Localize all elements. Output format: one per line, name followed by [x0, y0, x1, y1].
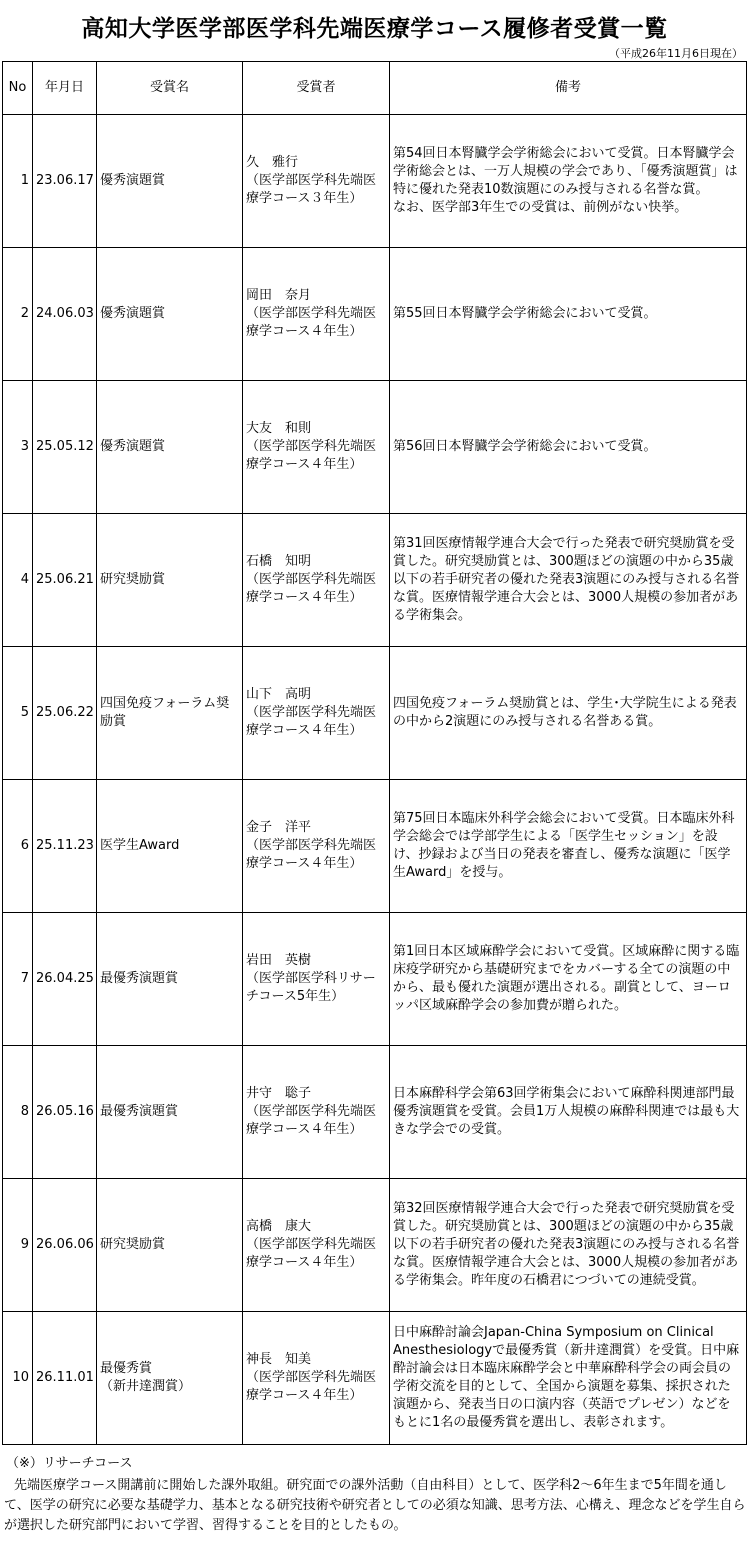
- footnote-body: 先端医療学コース開講前に開始した課外取組。研究面での課外活動（自由科目）として、医学科2～6年生まで5年間を通して、医学の研究に必要な基礎学力、基本となる研究技術や研究者としての必須な知識、思考方法、心構え、理念などを学生自らが選択した研究部門において学習、習得することを目的としたもの。: [4, 1478, 746, 1533]
- award-name: 研究奨励賞: [97, 1179, 243, 1312]
- page-title: 高知大学医学部医学科先端医療学コース履修者受賞一覧: [81, 16, 668, 42]
- award-remarks: 日中麻酔討論会Japan-China Symposium on Clinical Anesthesiologyで最優秀賞（新井達潤賞）を受賞。日中麻酔討論会は日本臨床麻酔学会と中華麻酔科学会の両会員の学術交流を目的として、全国から演題を募集、採択された演題から、発表当日の口演内容（英語でプレゼン）などをもとに1名の最優秀賞を選出し、表彰されます。: [390, 1312, 747, 1445]
- award-date: 23.06.17: [33, 115, 97, 248]
- award-recipient: 岡田 奈月 （医学部医学科先端医療学コース４年生）: [243, 248, 390, 381]
- award-recipient: 金子 洋平 （医学部医学科先端医療学コース４年生）: [243, 780, 390, 913]
- award-date: 25.11.23: [33, 780, 97, 913]
- table-header: [3, 62, 747, 115]
- header-recipient: 受賞者: [243, 62, 390, 115]
- award-date: 26.06.06: [33, 1179, 97, 1312]
- award-date: 26.05.16: [33, 1046, 97, 1179]
- award-date: 25.06.21: [33, 514, 97, 647]
- row-number: 7: [3, 913, 33, 1046]
- award-remarks: 日本麻酔科学会第63回学術集会において麻酔科関連部門最優秀演題賞を受賞。会員1万人規模の麻酔科関連では最も大きな学会での受賞。: [390, 1046, 747, 1179]
- table-row: [3, 647, 747, 780]
- header-award: 受賞名: [97, 62, 243, 115]
- award-name: 優秀演題賞: [97, 115, 243, 248]
- award-remarks: 第31回医療情報学連合大会で行った発表で研究奨励賞を受賞した。研究奨励賞とは、300題ほどの演題の中から35歳以下の若手研究者の優れた発表3演題にのみ授与される名誉な賞。医療情報学連合大会とは、3000人規模の参加者がある学術集会。: [390, 514, 747, 647]
- award-name: 最優秀演題賞: [97, 1046, 243, 1179]
- award-name: 四国免疫フォーラム奨励賞: [97, 647, 243, 780]
- award-recipient: 神長 知美 （医学部医学科先端医療学コース４年生）: [243, 1312, 390, 1445]
- award-date: 25.05.12: [33, 381, 97, 514]
- award-date: 24.06.03: [33, 248, 97, 381]
- row-number: 6: [3, 780, 33, 913]
- header-no: No: [3, 62, 33, 115]
- award-remarks: 第55回日本腎臓学会学術総会において受賞。: [390, 248, 747, 381]
- header-row: [3, 62, 747, 115]
- award-recipient: 石橋 知明 （医学部医学科先端医療学コース４年生）: [243, 514, 390, 647]
- row-number: 10: [3, 1312, 33, 1445]
- table-row: [3, 248, 747, 381]
- award-remarks: 第56回日本腎臓学会学術総会において受賞。: [390, 381, 747, 514]
- award-name: 医学生Award: [97, 780, 243, 913]
- table-row: [3, 1179, 747, 1312]
- footnote-title: （※）リサーチコース: [6, 1456, 133, 1471]
- award-date: 25.06.22: [33, 647, 97, 780]
- award-recipient: 久 雅行 （医学部医学科先端医療学コース３年生）: [243, 115, 390, 248]
- award-recipient: 井守 聡子 （医学部医学科先端医療学コース４年生）: [243, 1046, 390, 1179]
- award-recipient: 山下 高明 （医学部医学科先端医療学コース４年生）: [243, 647, 390, 780]
- award-name: 最優秀演題賞: [97, 913, 243, 1046]
- table-row: [3, 1046, 747, 1179]
- table-row: [3, 514, 747, 647]
- row-number: 8: [3, 1046, 33, 1179]
- row-number: 5: [3, 647, 33, 780]
- table-row: [3, 1312, 747, 1445]
- award-remarks: 第54回日本腎臓学会学術総会において受賞。日本腎臓学会学術総会とは、一万人規模の学会であり、「優秀演題賞」は特に優れた発表10数演題にのみ授与される名誉な賞。 なお、医学部3年生での受賞は、前例がない快挙。: [390, 115, 747, 248]
- award-date: 26.04.25: [33, 913, 97, 1046]
- award-name: 優秀演題賞: [97, 381, 243, 514]
- row-number: 3: [3, 381, 33, 514]
- header-date: 年月日: [33, 62, 97, 115]
- row-number: 4: [3, 514, 33, 647]
- row-number: 1: [3, 115, 33, 248]
- award-remarks: 第75回日本臨床外科学会総会において受賞。日本臨床外科学会総会では学部学生による「医学生セッション」を設け、抄録および当日の発表を審査し、優秀な演題に「医学生Award」を授与。: [390, 780, 747, 913]
- award-recipient: 岩田 英樹 （医学部医学科リサーチコース5年生）: [243, 913, 390, 1046]
- award-name: 最優秀賞 （新井達潤賞）: [97, 1312, 243, 1445]
- table-body: [3, 115, 747, 1445]
- table-row: [3, 115, 747, 248]
- table-row: [3, 381, 747, 514]
- row-number: 2: [3, 248, 33, 381]
- awards-table: [2, 61, 747, 1445]
- table-row: [3, 780, 747, 913]
- award-date: 26.11.01: [33, 1312, 97, 1445]
- award-remarks: 第1回日本区域麻酔学会において受賞。区域麻酔に関する臨床疫学研究から基礎研究までをカバーする全ての演題の中から、最も優れた演題が選出される。副賞として、ヨーロッパ区域麻酔学会の参加費が贈られた。: [390, 913, 747, 1046]
- award-recipient: 高橋 康大 （医学部医学科先端医療学コース４年生）: [243, 1179, 390, 1312]
- award-name: 研究奨励賞: [97, 514, 243, 647]
- header-remarks: 備考: [390, 62, 747, 115]
- table-row: [3, 913, 747, 1046]
- award-recipient: 大友 和則 （医学部医学科先端医療学コース４年生）: [243, 381, 390, 514]
- award-remarks: 第32回医療情報学連合大会で行った発表で研究奨励賞を受賞した。研究奨励賞とは、300題ほどの演題の中から35歳以下の若手研究者の優れた発表3演題にのみ授与される名誉な賞。医療情報学連合大会とは、3000人規模の参加者がある学術集会。昨年度の石橋君につづいての連続受賞。: [390, 1179, 747, 1312]
- award-remarks: 四国免疫フォーラム奨励賞とは、学生･大学院生による発表の中から2演題にのみ授与される名誉ある賞。: [390, 647, 747, 780]
- as-of-date: （平成26年11月6日現在）: [609, 47, 743, 60]
- row-number: 9: [3, 1179, 33, 1312]
- award-name: 優秀演題賞: [97, 248, 243, 381]
